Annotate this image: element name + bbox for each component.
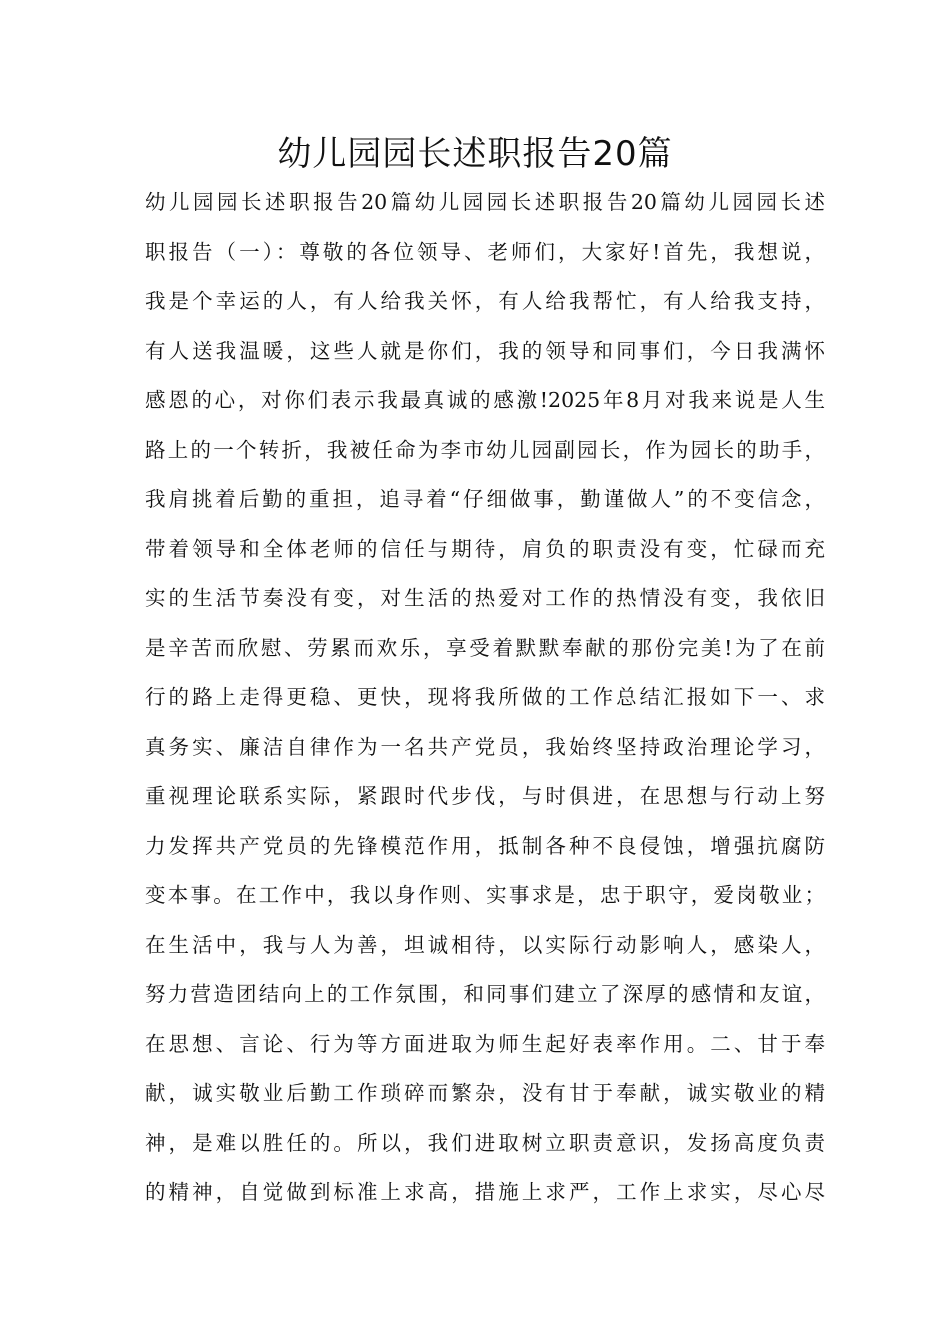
body-line: 有人送我温暖，这些人就是你们，我的领导和同事们，今日我满怀 bbox=[145, 338, 825, 363]
body-line: 我是个幸运的人，有人给我关怀，有人给我帮忙，有人给我支持， bbox=[145, 289, 825, 313]
body-line: 带着领导和全体老师的信任与期待，肩负的职责没有变，忙碌而充 bbox=[145, 536, 825, 561]
document-body bbox=[145, 178, 825, 1218]
body-line: 献，诚实敬业后勤工作琐碎而繁杂，没有甘于奉献，诚实敬业的精 bbox=[145, 1081, 825, 1105]
body-line: 的精神，自觉做到标准上求高，措施上求严，工作上求实，尽心尽 bbox=[145, 1180, 825, 1204]
body-line: 在思想、言论、行为等方面进取为师生起好表率作用。二、甘于奉 bbox=[145, 1031, 825, 1056]
body-line: 神，是难以胜任的。所以，我们进取树立职责意识，发扬高度负责 bbox=[145, 1130, 825, 1155]
body-line: 我肩挑着后勤的重担，追寻着“仔细做事，勤谨做人”的不变信念， bbox=[145, 487, 825, 511]
body-line: 职报告（一）：尊敬的各位领导、老师们，大家好!首先，我想说， bbox=[145, 239, 825, 264]
body-line: 在生活中，我与人为善，坦诚相待，以实际行动影响人，感染人， bbox=[145, 932, 825, 957]
body-line: 努力营造团结向上的工作氛围，和同事们建立了深厚的感情和友谊， bbox=[145, 982, 825, 1006]
body-line: 是辛苦而欣慰、劳累而欢乐，享受着默默奉献的那份完美!为了在前 bbox=[145, 635, 825, 660]
body-line: 实的生活节奏没有变，对生活的热爱对工作的热情没有变，我依旧 bbox=[145, 586, 825, 610]
body-line: 真务实、廉洁自律作为一名共产党员，我始终坚持政治理论学习， bbox=[145, 734, 825, 759]
body-line: 幼儿园园长述职报告20篇幼儿园园长述职报告20篇幼儿园园长述 bbox=[145, 190, 825, 214]
body-line: 重视理论联系实际，紧跟时代步伐，与时俱进，在思想与行动上努 bbox=[145, 784, 825, 808]
body-line: 变本事。在工作中，我以身作则、实事求是，忠于职守，爱岗敬业； bbox=[145, 883, 825, 907]
body-line: 路上的一个转折，我被任命为李市幼儿园副园长，作为园长的助手， bbox=[145, 437, 825, 462]
body-line: 感恩的心，对你们表示我最真诚的感激!2025年8月对我来说是人生 bbox=[145, 388, 825, 412]
body-line: 力发挥共产党员的先锋模范作用，抵制各种不良侵蚀，增强抗腐防 bbox=[145, 833, 825, 858]
document-title: 幼儿园园长述职报告20篇 bbox=[277, 134, 673, 174]
body-line: 行的路上走得更稳、更快，现将我所做的工作总结汇报如下一、求 bbox=[145, 685, 825, 709]
